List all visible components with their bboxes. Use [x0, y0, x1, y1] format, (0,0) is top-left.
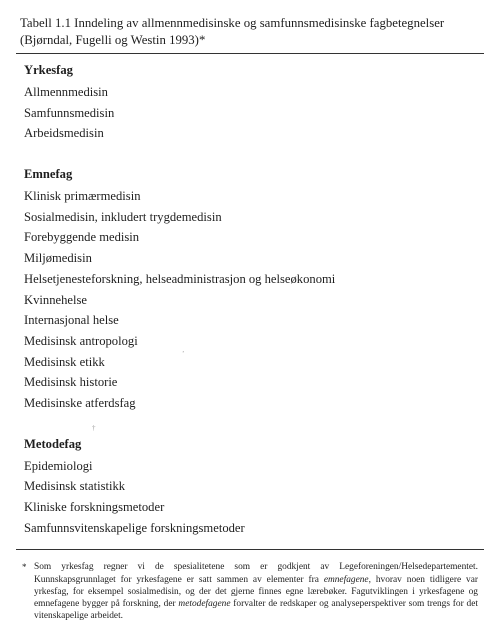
- section-yrkesfag: [24, 62, 484, 144]
- list-item: Forebyggende medisin: [24, 230, 140, 245]
- section-heading: Emnefag: [24, 167, 73, 182]
- bottom-rule: [16, 549, 484, 550]
- footnote-text: [34, 561, 478, 622]
- list-item: Epidemiologi: [24, 458, 93, 473]
- list-item: Medisinsk historie: [24, 375, 118, 390]
- footnote-emphasis: emnefagene: [323, 574, 369, 585]
- list-item: Internasjonal helse: [24, 313, 119, 328]
- section-heading: Metodefag: [24, 436, 82, 451]
- footnote-marker: *: [22, 562, 27, 573]
- list-item: Miljømedisin: [24, 251, 92, 266]
- item-list: [24, 186, 484, 414]
- item-list: [24, 456, 484, 539]
- section-heading: Yrkesfag: [24, 63, 73, 77]
- footnote-part: Som yrkesfag regner vi de spesialitetene som er godkjent av Legeforeningen/Helsedepartementet. Kunnskapsgrunnlaget for yrkesfagene er satt sammen av elementer fra: [34, 562, 478, 585]
- list-item: Medisinske atferdsfag: [24, 395, 136, 410]
- section-emnefag: [24, 166, 484, 414]
- list-item: Medisinsk antropologi: [24, 333, 138, 348]
- list-item: Helsetjenesteforskning, helseadministrasjon og helseøkonomi: [24, 271, 336, 286]
- list-item: Kvinnehelse: [24, 292, 87, 307]
- table-title: Tabell 1.1 Inndeling av allmennmedisinske og samfunnsmedisinske fagbetegnelser (Bjørndal, Fugelli og Westin 1993)*: [20, 16, 445, 47]
- scan-speck-mark: †: [92, 424, 96, 432]
- list-item: Sosialmedisin, inkludert trygdemedisin: [24, 209, 222, 224]
- scan-speck-mark: ’: [182, 350, 185, 358]
- footnote: [22, 561, 478, 622]
- list-item: Medisinsk etikk: [24, 354, 105, 369]
- list-item: Klinisk primærmedisin: [24, 189, 141, 204]
- list-item: Samfunnsvitenskapelige forskningsmetoder: [24, 520, 245, 535]
- list-item: Samfunnsmedisin: [24, 105, 115, 120]
- footnote-part: forvalter de redskaper og analyseperspektiver som trengs for det vitenskapelige arbeidet.: [34, 598, 478, 622]
- section-metodefag: [24, 436, 484, 539]
- list-item: Medisinsk statistikk: [24, 479, 126, 494]
- item-list: [24, 82, 484, 144]
- footnote-part: , hvorav noen tidligere var yrkesfag, for eksempel sosialmedisin, og der det gjerne finnes egne lærebøker. Fagutviklingen i yrkesfagene og emnefagene bygger på forskning, der: [34, 574, 478, 609]
- footnote-emphasis: metodefagene: [178, 598, 231, 609]
- list-item: Allmennmedisin: [24, 85, 108, 99]
- top-rule: [16, 53, 484, 54]
- list-item: Kliniske forskningsmetoder: [24, 500, 165, 514]
- list-item: Arbeidsmedisin: [24, 126, 104, 141]
